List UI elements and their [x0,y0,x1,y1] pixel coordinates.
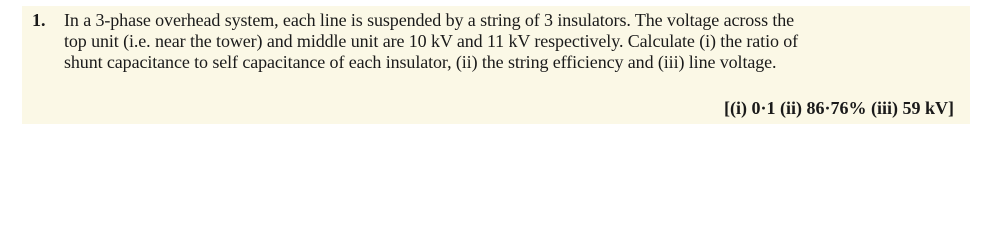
problem-block [22,6,970,124]
problem-line-3: shunt capacitance to self capacitance of each insulator, (ii) the string efficiency and (iii) line voltage. [64,52,777,72]
problem-line-1: In a 3-phase overhead system, each line is suspended by a string of 3 insulators. The voltage across the [64,10,795,30]
problem-line-2: top unit (i.e. near the tower) and middle unit are 10 kV and 11 kV respectively. Calculate (i) the ratio of [64,31,799,51]
answer-key: [(i) 0·1 (ii) 86·76% (iii) 59 kV] [724,98,954,118]
problem-number: 1. [32,10,46,30]
problem-statement [64,10,964,73]
